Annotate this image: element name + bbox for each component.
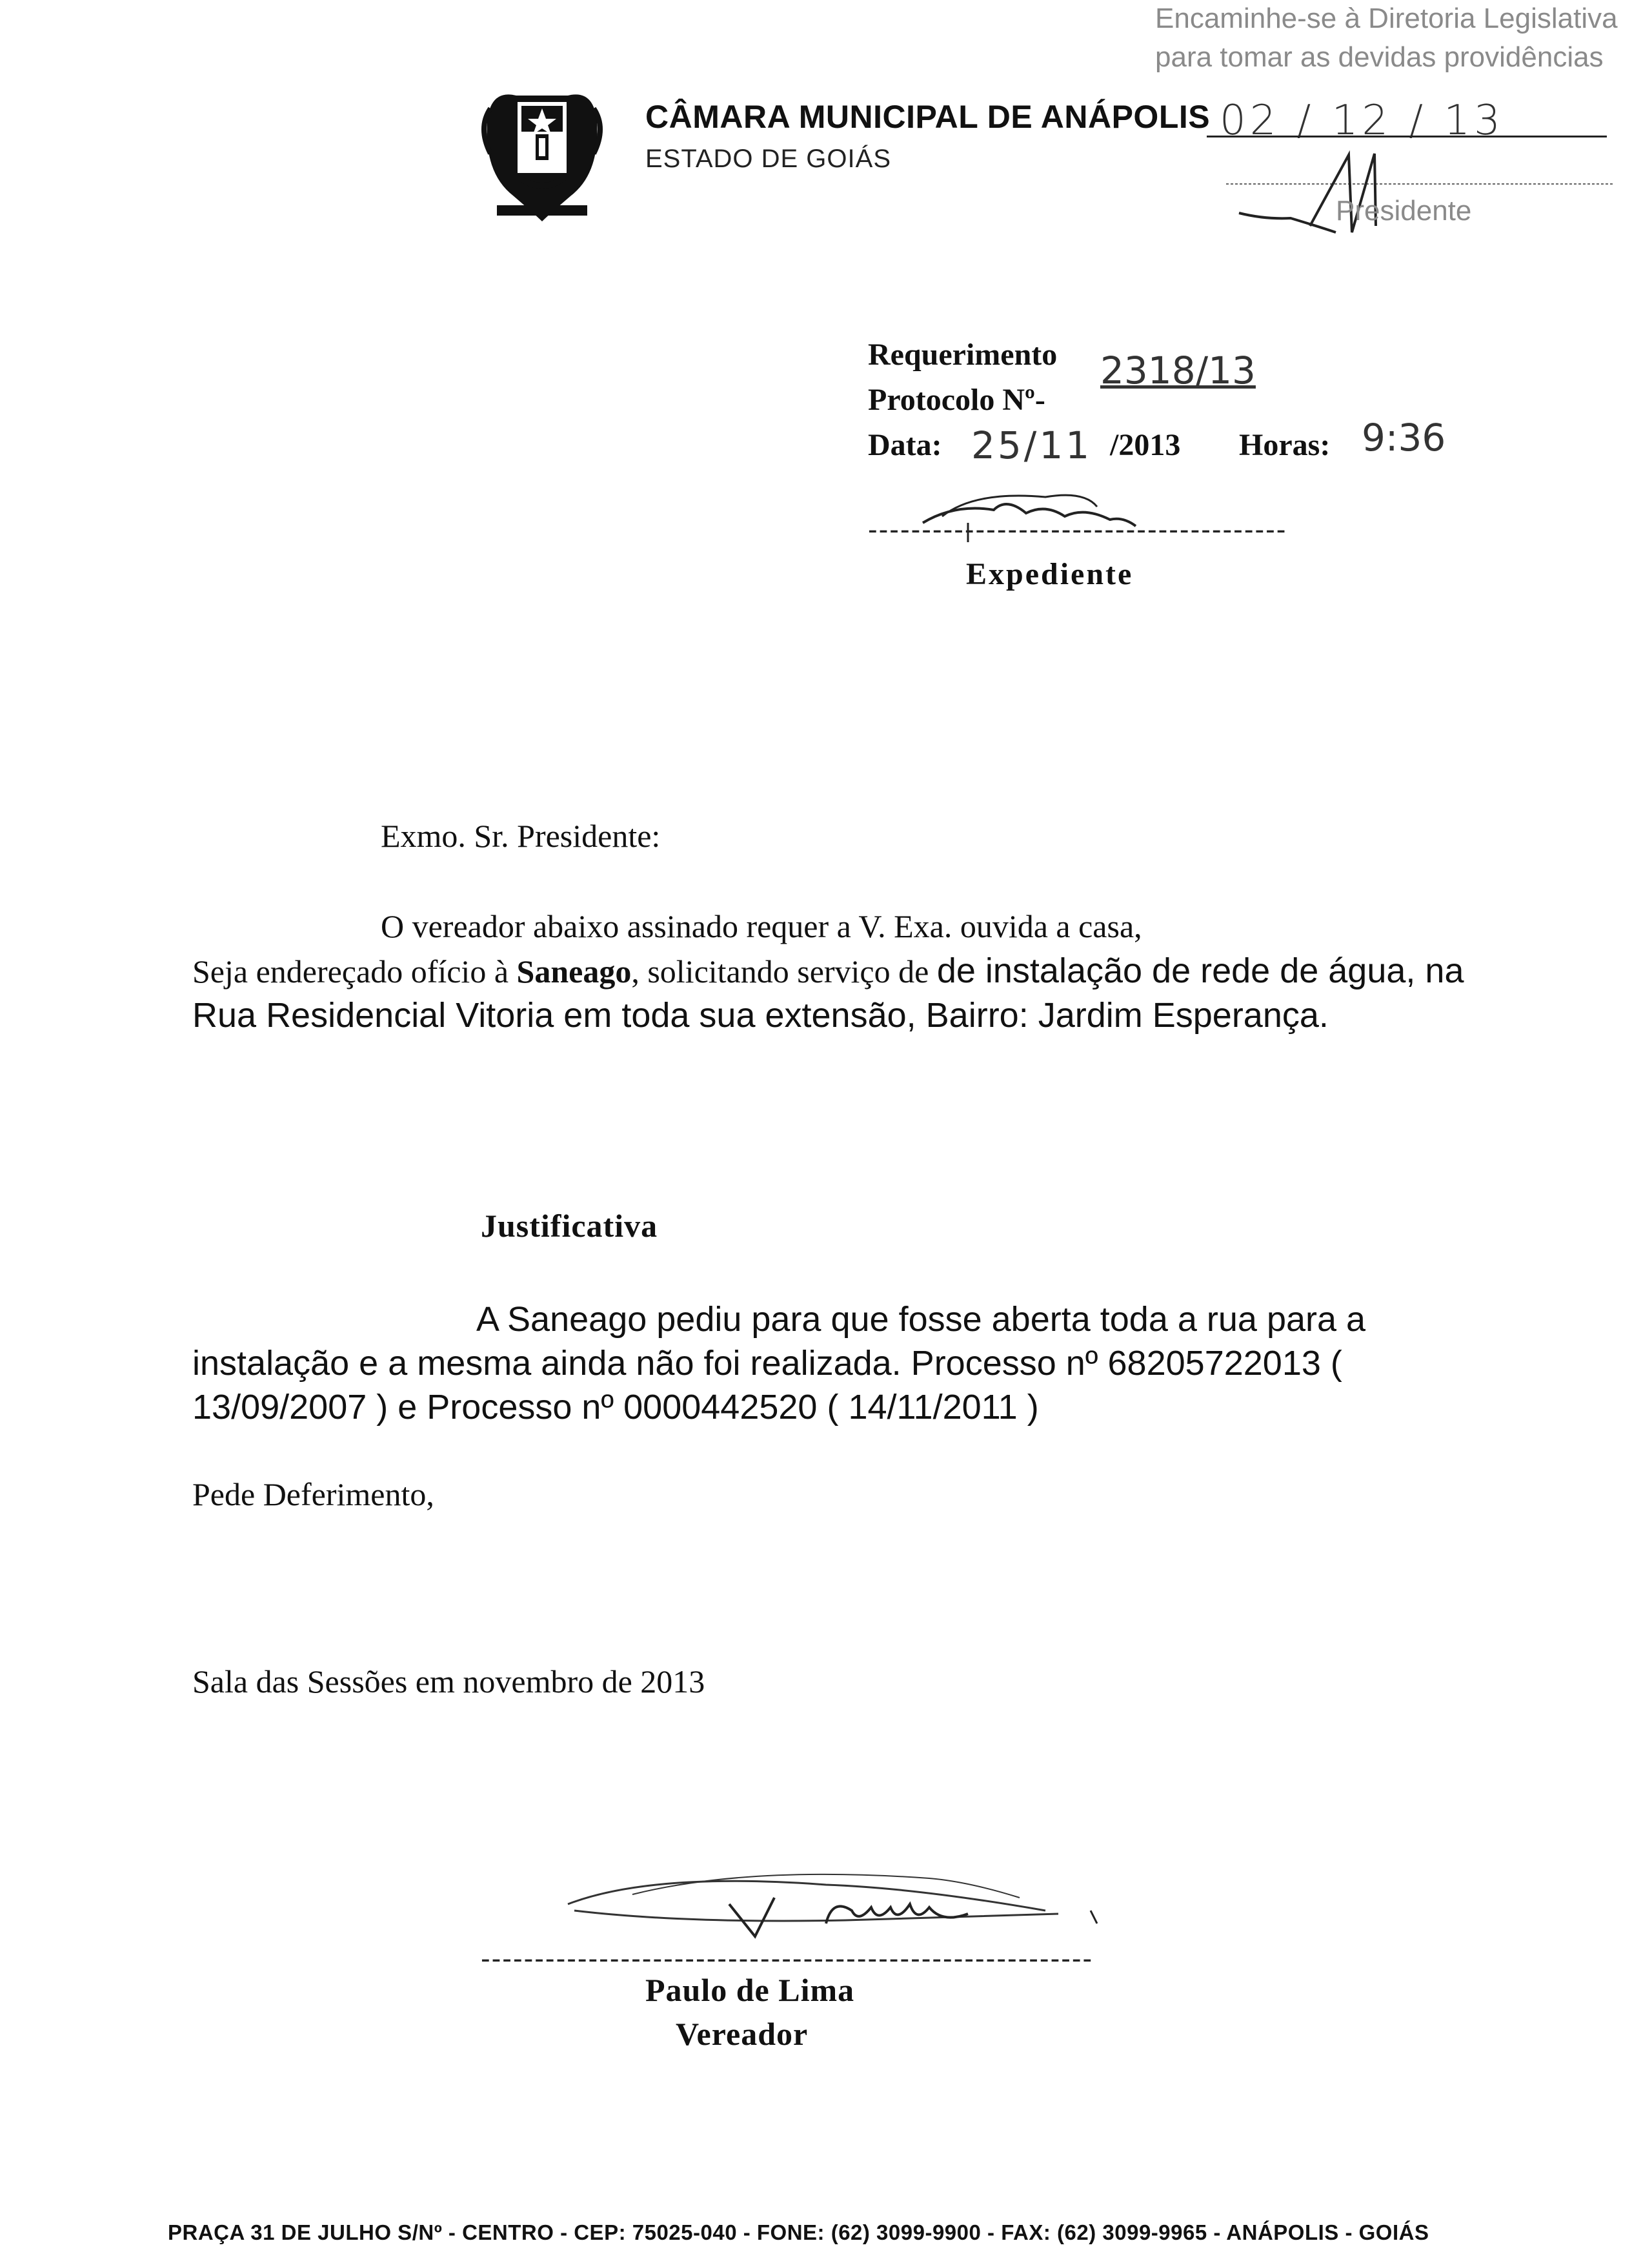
request-paragraph bbox=[192, 949, 1483, 1037]
request-rest: de instalação de rede de água, na Rua Residencial Vitoria em toda sua extensão, Bairro: Jardim Esperança. bbox=[192, 951, 1464, 1035]
horas-label: Horas: bbox=[1239, 428, 1331, 462]
session-text: Sala das Sessões em novembro de 2013 bbox=[192, 1663, 705, 1700]
forward-stamp-line2: para tomar as devidas providências bbox=[1155, 41, 1604, 73]
horas-value: 9:36 bbox=[1362, 416, 1446, 460]
municipal-coat-of-arms bbox=[478, 83, 607, 231]
justification-body: A Saneago pediu para que fosse aberta toda a rua para a instalação e a mesma ainda não foi realizada. Processo nº 68205722013 ( 13/09/2007 ) e Processo nº 0000442520 ( 14/11/2011 ) bbox=[192, 1300, 1366, 1426]
requerimento-label: Requerimento bbox=[868, 338, 1058, 372]
organization-state: ESTADO DE GOIÁS bbox=[645, 145, 891, 173]
organization-name: CÂMARA MUNICIPAL DE ANÁPOLIS bbox=[645, 99, 1211, 135]
signature-line: --------------------------------------------------------- bbox=[481, 1943, 1094, 1974]
forward-stamp-date: 02 / 12 / 13 bbox=[1220, 97, 1504, 145]
signer-role: Vereador bbox=[676, 2016, 809, 2052]
request-entity: Saneago bbox=[516, 953, 632, 989]
protocolo-label: Protocolo Nº- bbox=[868, 383, 1045, 417]
justification-text bbox=[192, 1297, 1483, 1429]
data-day-month: 25/11 bbox=[971, 423, 1093, 467]
signer-name: Paulo de Lima bbox=[645, 1972, 855, 2008]
justification-title: Justificativa bbox=[481, 1208, 658, 1244]
forward-stamp-date-underline bbox=[1207, 136, 1607, 137]
request-prefix: Seja endereçado ofício à bbox=[192, 953, 517, 989]
request-middle: , solicitando serviço de bbox=[631, 953, 937, 989]
expediente-signature bbox=[916, 478, 1149, 549]
data-label: Data: bbox=[868, 428, 942, 462]
protocolo-number: 2318/13 bbox=[1100, 349, 1256, 392]
intro-text: O vereador abaixo assinado requer a V. Exa. ouvida a casa, bbox=[381, 908, 1142, 944]
forward-stamp-line1: Encaminhe-se à Diretoria Legislativa bbox=[1155, 3, 1618, 34]
expediente-signature-line: --------------------------------------- bbox=[868, 514, 1287, 545]
expediente-label: Expediente bbox=[966, 557, 1134, 591]
salutation: Exmo. Sr. Presidente: bbox=[381, 818, 661, 854]
closing-text: Pede Deferimento, bbox=[192, 1476, 434, 1512]
data-year: /2013 bbox=[1110, 428, 1181, 462]
forward-stamp-role: Presidente bbox=[1336, 195, 1472, 227]
footer-address: PRAÇA 31 DE JULHO S/Nº - CENTRO - CEP: 75025-040 - FONE: (62) 3099-9900 - FAX: (62) 3099-9965 - ANÁPOLIS - GOIÁS bbox=[168, 2220, 1429, 2244]
